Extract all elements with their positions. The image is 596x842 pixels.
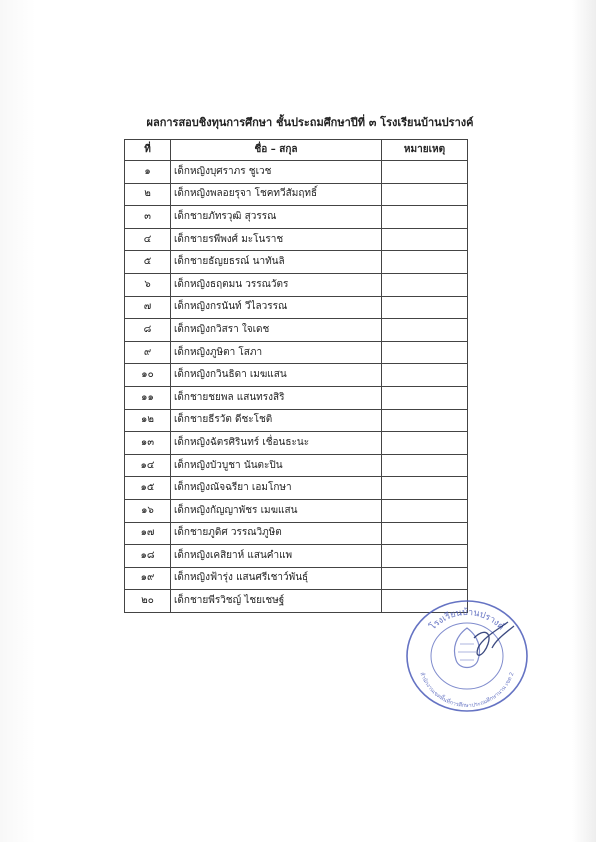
row-note (382, 183, 468, 206)
student-name: เด็กหญิงฉัตรศิรินทร์ เชื่อนธะนะ (171, 432, 382, 455)
school-stamp-seal (404, 598, 530, 714)
row-number: ๘ (125, 319, 171, 342)
table-row (125, 251, 468, 274)
table-header-row (125, 140, 468, 161)
student-name: เด็กหญิงบัวบูชา นันตะปิน (171, 454, 382, 477)
row-number: ๔ (125, 228, 171, 251)
student-name: เด็กหญิงภูษิตา โสภา (171, 341, 382, 364)
table-row (125, 319, 468, 342)
row-number: ๑๙ (125, 567, 171, 590)
table-row (125, 567, 468, 590)
row-number: ๒๐ (125, 590, 171, 613)
table-row (125, 228, 468, 251)
row-note (382, 432, 468, 455)
student-name: เด็กหญิงกัญญาพัชร เมฆแสน (171, 499, 382, 522)
row-note (382, 386, 468, 409)
header-no: ที่ (125, 140, 171, 161)
row-number: ๑๕ (125, 477, 171, 500)
student-name: เด็กหญิงกรนันท์ วีไลวรรณ (171, 296, 382, 319)
header-name: ชื่อ – สกุล (171, 140, 382, 161)
table-row (125, 499, 468, 522)
row-number: ๙ (125, 341, 171, 364)
row-number: ๑๐ (125, 364, 171, 387)
table-row (125, 161, 468, 184)
row-note (382, 251, 468, 274)
row-number: ๖ (125, 273, 171, 296)
row-note (382, 409, 468, 432)
row-note (382, 454, 468, 477)
student-name: เด็กชายพีรวิชญ์ ไชยเชษฐ์ (171, 590, 382, 613)
row-number: ๑๖ (125, 499, 171, 522)
table-row (125, 206, 468, 229)
table-row (125, 432, 468, 455)
row-note (382, 522, 468, 545)
stamp-emblem-icon (454, 628, 479, 668)
row-number: ๗ (125, 296, 171, 319)
student-name: เด็กชายธัญยธรณ์ นาทันลิ (171, 251, 382, 274)
row-number: ๑๗ (125, 522, 171, 545)
row-number: ๑๑ (125, 386, 171, 409)
row-number: ๑๓ (125, 432, 171, 455)
table-row (125, 522, 468, 545)
table-row (125, 454, 468, 477)
table-row (125, 364, 468, 387)
table-row (125, 273, 468, 296)
student-name: เด็กชายภัทรวุฒิ สุวรรณ (171, 206, 382, 229)
table-row (125, 409, 468, 432)
student-name: เด็กชายภูดิศ วรรณวิภูษิต (171, 522, 382, 545)
row-number: ๒ (125, 183, 171, 206)
row-number: ๓ (125, 206, 171, 229)
row-number: ๑ (125, 161, 171, 184)
row-note (382, 567, 468, 590)
table-row (125, 341, 468, 364)
row-note (382, 319, 468, 342)
header-note: หมายเหตุ (382, 140, 468, 161)
table-row (125, 386, 468, 409)
row-number: ๑๔ (125, 454, 171, 477)
student-name: เด็กหญิงพลอยรุจา โชคทวีสัมฤทธิ์ (171, 183, 382, 206)
student-name: เด็กหญิงณัจฉรียา เอมโกษา (171, 477, 382, 500)
row-note (382, 206, 468, 229)
row-note (382, 341, 468, 364)
student-name: เด็กหญิงกวินธิดา เมฆแสน (171, 364, 382, 387)
row-note (382, 273, 468, 296)
student-name: เด็กชายธีรวัต ดีชะโชติ (171, 409, 382, 432)
student-name: เด็กหญิงธฤตมน วรรณวัตร (171, 273, 382, 296)
results-table (124, 139, 468, 613)
student-name: เด็กหญิงบุศราภร ชูเวช (171, 161, 382, 184)
document-title: ผลการสอบชิงทุนการศึกษา ชั้นประถมศึกษาปีที่ ๓ โรงเรียนบ้านปรางค์ (146, 116, 474, 129)
row-number: ๑๘ (125, 545, 171, 568)
row-note (382, 477, 468, 500)
svg-text:สำนักงานเขตพื้นที่การศึกษาประถ (418, 671, 515, 709)
stamp-text-top: โรงเรียนบ้านปรางค์ (428, 607, 506, 633)
row-note (382, 161, 468, 184)
row-number: ๕ (125, 251, 171, 274)
table-row (125, 296, 468, 319)
row-note (382, 499, 468, 522)
row-note (382, 364, 468, 387)
table-row (125, 545, 468, 568)
row-note (382, 296, 468, 319)
table-row (125, 477, 468, 500)
stamp-text-bottom: สำนักงานเขตพื้นที่การศึกษาประถมศึกษานาน เขต 2 (418, 671, 516, 709)
student-name: เด็กหญิงกวิสรา ใจเดช (171, 319, 382, 342)
student-name: เด็กชายชยพล แสนทรงสิริ (171, 386, 382, 409)
row-note (382, 228, 468, 251)
student-name: เด็กชายรพีพงศ์ มะโนราช (171, 228, 382, 251)
row-note (382, 545, 468, 568)
student-name: เด็กหญิงเคสิยาห์ แสนคำแพ (171, 545, 382, 568)
student-name: เด็กหญิงฟ้ารุ่ง แสนศรีเชาว์พันธุ์ (171, 567, 382, 590)
row-number: ๑๒ (125, 409, 171, 432)
table-row (125, 183, 468, 206)
